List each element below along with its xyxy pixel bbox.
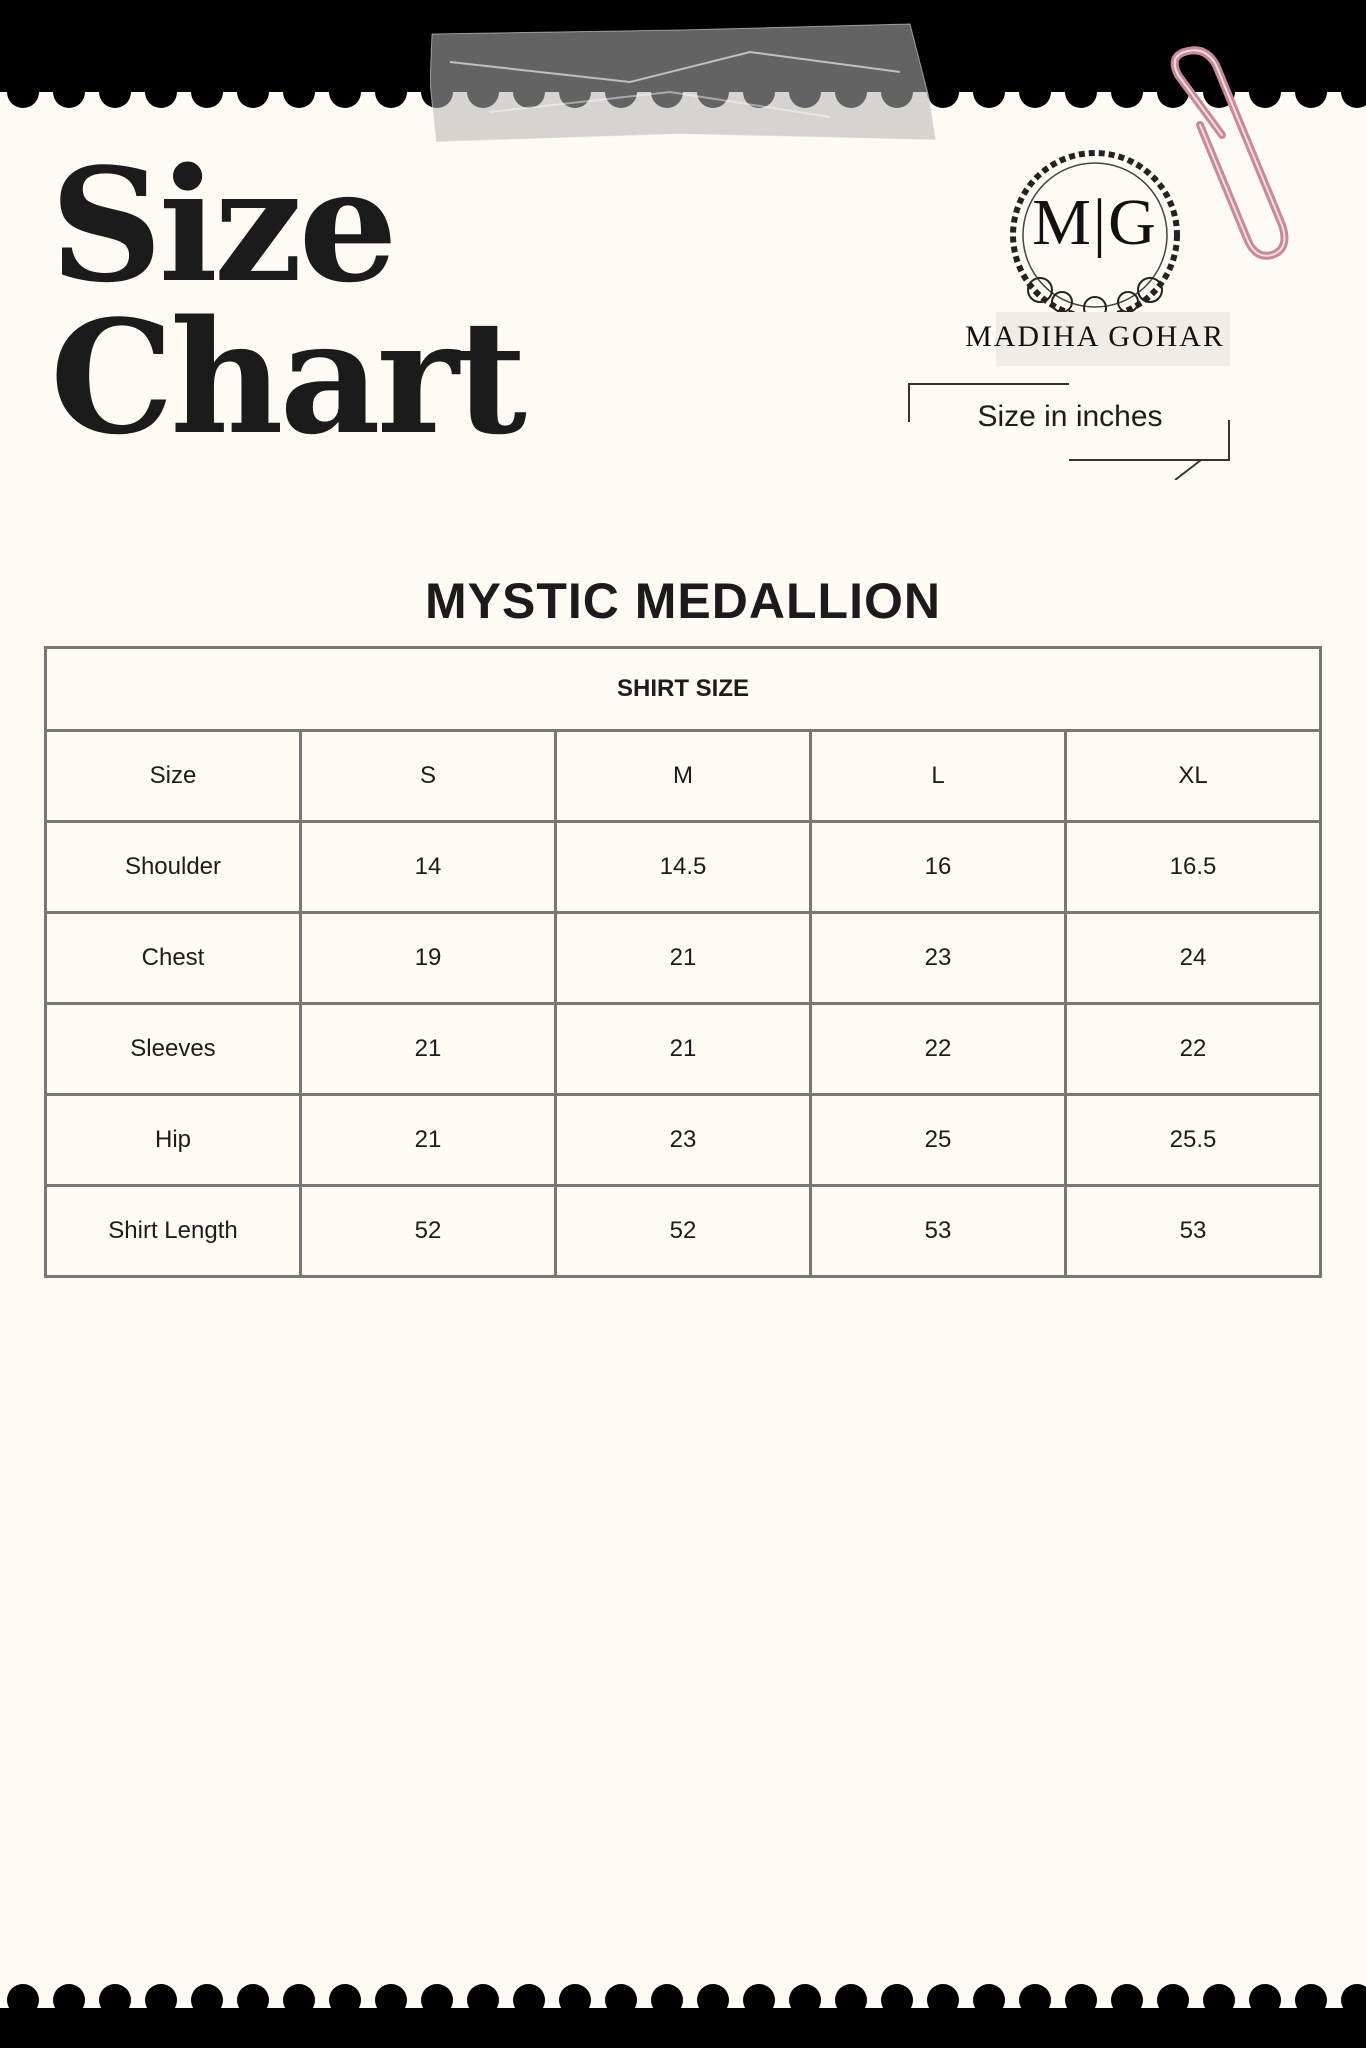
scallop [375, 1984, 407, 2016]
column-header: Size [46, 731, 301, 822]
table-cell: 19 [301, 913, 556, 1004]
scallop [881, 1984, 913, 2016]
scallop [237, 1984, 269, 2016]
scallop [7, 76, 39, 108]
logo-monogram: M|G [1032, 186, 1158, 259]
scallop [789, 1984, 821, 2016]
title-line-2: Chart [50, 286, 523, 469]
table-cell: 16.5 [1066, 822, 1321, 913]
scallop [329, 1984, 361, 2016]
table-cell: 23 [811, 913, 1066, 1004]
page-title [50, 134, 523, 469]
column-header: S [301, 731, 556, 822]
table-cell: 53 [811, 1186, 1066, 1277]
column-header: XL [1066, 731, 1321, 822]
table-row [46, 913, 1321, 1004]
scallop [973, 76, 1005, 108]
scallop [1295, 1984, 1327, 2016]
scallop [375, 76, 407, 108]
scallop [973, 1984, 1005, 2016]
table-row [46, 1004, 1321, 1095]
scallop [835, 1984, 867, 2016]
row-label: Sleeves [46, 1004, 301, 1095]
scallop [1157, 1984, 1189, 2016]
scallop [1111, 76, 1143, 108]
scallop [1019, 76, 1051, 108]
scallop [145, 1984, 177, 2016]
scallop [7, 1984, 39, 2016]
row-label: Hip [46, 1095, 301, 1186]
table-cell: 14 [301, 822, 556, 913]
scallop [1065, 76, 1097, 108]
scallop [559, 1984, 591, 2016]
scallop [1111, 1984, 1143, 2016]
scallop [467, 1984, 499, 2016]
row-label: Shirt Length [46, 1186, 301, 1277]
title-line-1: Size [50, 134, 394, 317]
scallop [283, 76, 315, 108]
size-table [44, 646, 1322, 1278]
table-cell: 16 [811, 822, 1066, 913]
table-cell: 21 [556, 1004, 811, 1095]
scallop [605, 1984, 637, 2016]
scallop [927, 1984, 959, 2016]
scallop [1203, 1984, 1235, 2016]
scallop [697, 1984, 729, 2016]
scallop [651, 1984, 683, 2016]
scallop [99, 76, 131, 108]
table-row [46, 822, 1321, 913]
tape-icon [430, 22, 938, 144]
scallop [1341, 1984, 1366, 2016]
scallop [1341, 76, 1366, 108]
table-cell: 14.5 [556, 822, 811, 913]
table-group-header: SHIRT SIZE [46, 648, 1321, 731]
column-header: M [556, 731, 811, 822]
scallop [191, 1984, 223, 2016]
column-header: L [811, 731, 1066, 822]
scallop [329, 76, 361, 108]
scallop [53, 76, 85, 108]
table-column-header-row [46, 731, 1321, 822]
row-label: Chest [46, 913, 301, 1004]
table-cell: 22 [1066, 1004, 1321, 1095]
scallop [191, 76, 223, 108]
paperclip-icon [1160, 45, 1300, 285]
table-cell: 25.5 [1066, 1095, 1321, 1186]
bottom-scallop-edge [0, 1982, 1366, 2018]
table-row [46, 1095, 1321, 1186]
table-cell: 53 [1066, 1186, 1321, 1277]
table-cell: 24 [1066, 913, 1321, 1004]
scallop [1019, 1984, 1051, 2016]
table-group-header-row [46, 648, 1321, 731]
row-label: Shoulder [46, 822, 301, 913]
scallop [1249, 1984, 1281, 2016]
scallop [237, 76, 269, 108]
scallop [743, 1984, 775, 2016]
table-cell: 21 [556, 913, 811, 1004]
table-cell: 22 [811, 1004, 1066, 1095]
table-cell: 52 [556, 1186, 811, 1277]
scallop [53, 1984, 85, 2016]
table-cell: 25 [811, 1095, 1066, 1186]
scallop [1065, 1984, 1097, 2016]
table-row [46, 1186, 1321, 1277]
table-cell: 21 [301, 1095, 556, 1186]
table-cell: 21 [301, 1004, 556, 1095]
units-note: Size in inches [977, 400, 1163, 433]
table-cell: 23 [556, 1095, 811, 1186]
table-cell: 52 [301, 1186, 556, 1277]
scallop [513, 1984, 545, 2016]
scallop [145, 76, 177, 108]
product-heading: MYSTIC MEDALLION [425, 573, 941, 629]
scallop [421, 1984, 453, 2016]
scallop [283, 1984, 315, 2016]
logo-brand-name: MADIHA GOHAR [965, 320, 1225, 353]
scallop [99, 1984, 131, 2016]
